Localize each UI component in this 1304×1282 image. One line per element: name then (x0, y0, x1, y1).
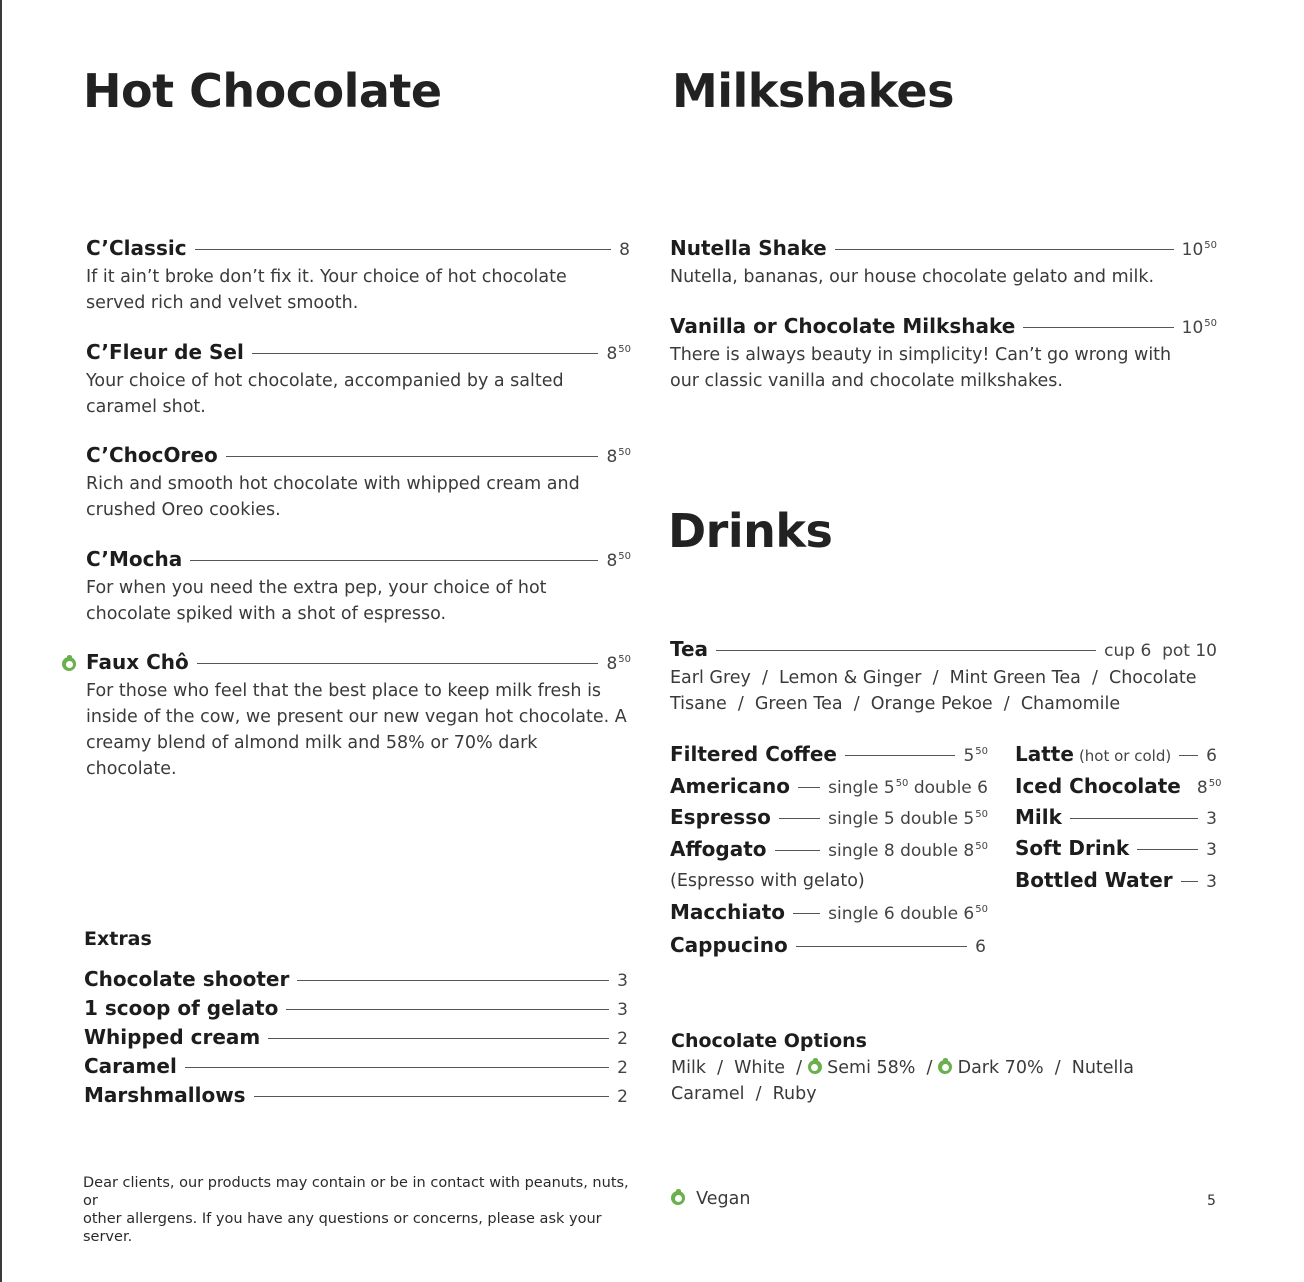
item-price: $5^{50}$ (963, 746, 988, 766)
leader-line (254, 1096, 610, 1097)
leader-line (190, 560, 598, 561)
leader-line (1023, 327, 1173, 328)
item-name: Caramel (84, 1054, 177, 1078)
extras-item (84, 1083, 628, 1107)
item-price: 6 (1206, 746, 1217, 766)
tea-varieties-line2: Tisane / Green Tea / Orange Pekoe / Chamomile (670, 694, 1121, 714)
item-price: single $5^{50}$ double 6 (828, 778, 988, 798)
leader-line (716, 650, 1096, 651)
latte-note: (hot or cold) (1078, 747, 1172, 765)
item-name: Faux Chô (86, 650, 189, 674)
item-name: C’ChocOreo (86, 443, 218, 467)
drink-milk (1015, 805, 1217, 829)
page-number: 5 (1207, 1193, 1216, 1209)
hot-chocolate-title: Hot Chocolate (83, 64, 442, 118)
item-name: Nutella Shake (670, 236, 827, 260)
leader-line (185, 1067, 609, 1068)
item-description: For those who feel that the best place to keep milk fresh is inside of the cow, we present our new vegan hot chocolate. A creamy blend of almond milk and 58% or 70% dark chocolate. (86, 681, 627, 779)
menu-item-faux-cho (86, 650, 631, 782)
item-name: Chocolate shooter (84, 967, 290, 991)
drink-soft-drink (1015, 836, 1217, 860)
item-description: Rich and smooth hot chocolate with whipped cream and crushed Oreo cookies. (86, 474, 580, 520)
item-description: For when you need the extra pep, your choice of hot chocolate spiked with a shot of espresso. (86, 578, 547, 624)
extras-title: Extras (84, 928, 152, 950)
item-name: Americano (670, 774, 790, 798)
item-price: single 5 double $5^{50}$ (828, 809, 988, 829)
chocolate-options-title: Chocolate Options (671, 1030, 867, 1052)
leader-line (286, 1009, 609, 1010)
item-price: 8 (619, 240, 630, 260)
item-price: $10^{50}$ (1181, 318, 1217, 338)
menu-item-tea (670, 637, 1217, 717)
item-name: Tea (670, 637, 709, 661)
item-description: Your choice of hot chocolate, accompanied by a salted caramel shot. (86, 371, 564, 417)
item-price: 3 (1206, 872, 1217, 892)
menu-item-nutella-shake (670, 236, 1217, 290)
item-name: Milk (1015, 805, 1062, 829)
item-price: $8^{50}$ (1196, 778, 1222, 798)
menu-item-c-mocha (86, 547, 631, 627)
item-price: 2 (617, 1087, 628, 1107)
vegan-icon (938, 1060, 952, 1074)
leader-line (1181, 881, 1199, 882)
leader-line (796, 946, 967, 947)
item-name: Filtered Coffee (670, 742, 837, 766)
extras-item (84, 996, 628, 1020)
leader-line (226, 456, 599, 457)
item-price: $8^{50}$ (606, 551, 631, 571)
drink-bottled-water (1015, 868, 1217, 892)
vegan-legend (671, 1186, 750, 1212)
item-description: If it ain’t broke don’t fix it. Your choice of hot chocolate served rich and velvet smooth. (86, 267, 567, 313)
drink-affogato (670, 837, 988, 861)
item-name: Latte (1015, 742, 1074, 766)
drink-iced-chocolate (1015, 774, 1222, 798)
item-name: Marshmallows (84, 1083, 246, 1107)
item-name: C’Fleur de Sel (86, 340, 244, 364)
item-description: There is always beauty in simplicity! Can’t go wrong with our classic vanilla and chocolate milkshakes. (670, 345, 1172, 391)
leader-line (1179, 755, 1198, 756)
leader-line (835, 249, 1174, 250)
item-price: single 6 double $6^{50}$ (828, 904, 988, 924)
drink-filtered-coffee (670, 742, 988, 766)
item-price: 3 (617, 1000, 628, 1020)
vegan-legend-label: Vegan (696, 1189, 751, 1209)
menu-item-c-classic (86, 236, 631, 316)
menu-item-vanilla-chocolate-milkshake (670, 314, 1217, 394)
drink-espresso (670, 805, 988, 829)
item-price: $10^{50}$ (1181, 240, 1217, 260)
item-name: Macchiato (670, 900, 785, 924)
menu-item-c-fleur-de-sel (86, 340, 631, 420)
item-name: Cappucino (670, 933, 788, 957)
vegan-icon (671, 1191, 685, 1205)
chocolate-options-line1: Milk / White / Semi 58% / Dark 70% / Nutella (671, 1058, 1134, 1078)
item-price: 3 (617, 971, 628, 991)
item-name: Bottled Water (1015, 868, 1173, 892)
leader-line (793, 913, 820, 914)
leader-line (775, 850, 821, 851)
leader-line (268, 1038, 609, 1039)
leader-line (1137, 849, 1198, 850)
item-price: 3 (1206, 809, 1217, 829)
extras-item (84, 967, 628, 991)
drinks-title: Drinks (668, 504, 833, 558)
leader-line (195, 249, 612, 250)
drink-cappucino (670, 933, 986, 957)
leader-line (252, 353, 599, 354)
item-price: $8^{50}$ (606, 654, 631, 674)
item-price: 3 (1206, 840, 1217, 860)
extras-item (84, 1025, 628, 1049)
item-price: $8^{50}$ (606, 344, 631, 364)
leader-line (779, 818, 820, 819)
tea-varieties-line1: Earl Grey / Lemon & Ginger / Mint Green Tea / Chocolate (670, 668, 1197, 688)
item-name: C’Classic (86, 236, 187, 260)
item-price: 6 (975, 937, 986, 957)
item-description: Nutella, bananas, our house chocolate gelato and milk. (670, 267, 1155, 287)
vegan-icon (62, 657, 76, 671)
item-name: Vanilla or Chocolate Milkshake (670, 314, 1016, 338)
item-price: single 8 double $8^{50}$ (828, 841, 988, 861)
item-price: 2 (617, 1058, 628, 1078)
item-price: $8^{50}$ (606, 447, 631, 467)
drink-americano (670, 774, 988, 798)
item-name: Affogato (670, 837, 767, 861)
item-price: cup 6 pot 10 (1104, 641, 1217, 661)
item-price: 2 (617, 1029, 628, 1049)
item-name: 1 scoop of gelato (84, 996, 279, 1020)
extras-item (84, 1054, 628, 1078)
leader-line (845, 755, 955, 756)
item-name: Whipped cream (84, 1025, 261, 1049)
item-name: Espresso (670, 805, 771, 829)
page-edge (0, 0, 2, 1282)
leader-line (197, 663, 599, 664)
item-name: Soft Drink (1015, 836, 1130, 860)
leader-line (798, 787, 820, 788)
item-name: C’Mocha (86, 547, 183, 571)
vegan-icon (808, 1060, 822, 1074)
item-name: Iced Chocolate (1015, 774, 1181, 798)
milkshakes-title: Milkshakes (672, 64, 955, 118)
allergen-note: Dear clients, our products may contain or be in contact with peanuts, nuts, or other allergens. If you have any questions or concerns, please ask your server. (83, 1175, 629, 1245)
affogato-note: (Espresso with gelato) (670, 871, 865, 891)
drink-macchiato (670, 900, 988, 924)
menu-item-c-chocoreo (86, 443, 631, 523)
drink-latte (1015, 742, 1217, 766)
leader-line (297, 980, 609, 981)
chocolate-options-line2: Caramel / Ruby (671, 1084, 817, 1104)
leader-line (1070, 818, 1198, 819)
